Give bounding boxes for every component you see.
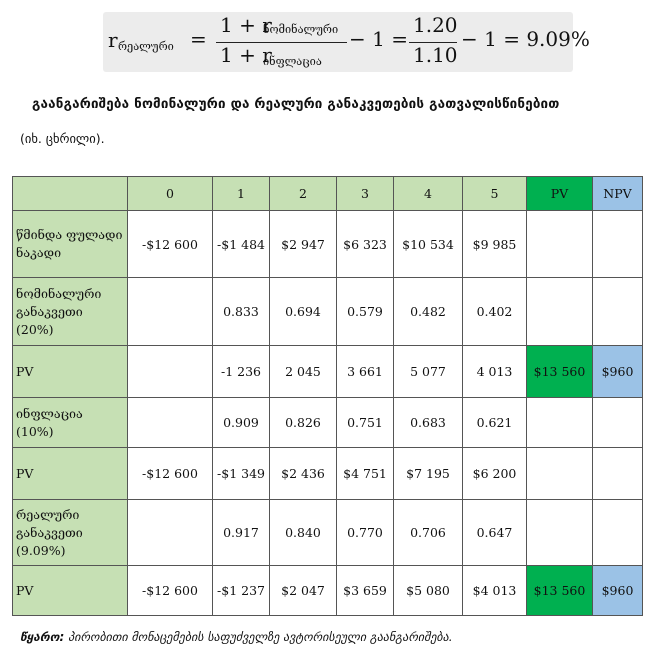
table-cell: $4 751: [337, 448, 394, 500]
table-cell: $6 200: [463, 448, 527, 500]
table-row-pv-real-inflation: [13, 448, 643, 500]
table-cell: [128, 278, 213, 346]
header-cell-year-1: 1: [213, 177, 270, 211]
table-row-net-cash-flow: [13, 211, 643, 278]
table-cell: 0.706: [394, 500, 463, 566]
formula-equals: =: [190, 27, 207, 51]
table-cell: $7 195: [394, 448, 463, 500]
table-cell: 0.909: [213, 398, 270, 448]
row-label: წმინდა ფულადი ნაკადი: [13, 211, 128, 278]
table-cell: $2 947: [270, 211, 337, 278]
table-cell: 0.694: [270, 278, 337, 346]
row-label: ნომინალური განაკვეთი (20%): [13, 278, 128, 346]
table-cell: 0.770: [337, 500, 394, 566]
table-cell: -$12 600: [128, 566, 213, 616]
table-reference: (იხ. ცხრილი).: [20, 131, 105, 146]
header-cell-npv: NPV: [593, 177, 643, 211]
formula-result: − 1 = 9.09%: [461, 27, 590, 51]
header-cell-pv: PV: [527, 177, 593, 211]
formula-denominator-sub: ინფლაცია: [263, 55, 322, 68]
formula-lhs-sub: რეალური: [118, 40, 174, 53]
table-cell: 0.579: [337, 278, 394, 346]
table-cell: -1 236: [213, 346, 270, 398]
table-cell: [128, 500, 213, 566]
formula-denominator-2: 1.10: [413, 43, 458, 67]
table-cell: [593, 398, 643, 448]
source-note: [20, 630, 453, 644]
table-cell: 5 077: [394, 346, 463, 398]
formula-lhs-r: r: [108, 28, 118, 52]
table-cell: [593, 500, 643, 566]
source-text: პირობითი მონაცემების საფუძველზე ავტორისეული გაანგარიშება.: [68, 630, 453, 644]
table-row-pv-nominal: [13, 346, 643, 398]
table-cell: -$12 600: [128, 211, 213, 278]
formula-minus-one: − 1 =: [349, 27, 408, 51]
table-cell: 0.917: [213, 500, 270, 566]
table-cell: [527, 398, 593, 448]
table-row-real-rate: [13, 500, 643, 566]
formula-box: [103, 12, 590, 72]
table-cell: 0.833: [213, 278, 270, 346]
table-cell: $4 013: [463, 566, 527, 616]
header-row: [13, 177, 643, 211]
table-cell: [527, 500, 593, 566]
header-cell-year-5: 5: [463, 177, 527, 211]
table-cell: [527, 448, 593, 500]
section-heading: გაანგარიშება ნომინალური და რეალური განაკვეთების გათვალისწინებით: [32, 97, 560, 112]
header-cell-corner: [13, 177, 128, 211]
row-label: რეალური განაკვეთი (9.09%): [13, 500, 128, 566]
table-cell: [128, 398, 213, 448]
header-cell-year-2: 2: [270, 177, 337, 211]
table-cell: 4 013: [463, 346, 527, 398]
header-cell-year-4: 4: [394, 177, 463, 211]
header-cell-year-3: 3: [337, 177, 394, 211]
table-cell: [128, 346, 213, 398]
formula-numerator-2: 1.20: [413, 13, 458, 37]
table-row-nominal-rate: [13, 278, 643, 346]
table-cell: $5 080: [394, 566, 463, 616]
table-cell: -$1 484: [213, 211, 270, 278]
table-cell: $9 985: [463, 211, 527, 278]
table-cell: 2 045: [270, 346, 337, 398]
npv-total-cell: $960: [593, 346, 643, 398]
table-cell: [593, 278, 643, 346]
table-cell: 3 661: [337, 346, 394, 398]
pv-total-cell: $13 560: [527, 566, 593, 616]
table-cell: 0.402: [463, 278, 527, 346]
table-cell: $10 534: [394, 211, 463, 278]
table-cell: $3 659: [337, 566, 394, 616]
npv-total-cell: $960: [593, 566, 643, 616]
table-row-inflation: [13, 398, 643, 448]
row-label: ინფლაცია (10%): [13, 398, 128, 448]
table-cell: $2 047: [270, 566, 337, 616]
formula-numerator: 1 + r: [220, 13, 272, 37]
table-cell: $2 436: [270, 448, 337, 500]
row-label: PV: [13, 566, 128, 616]
table-cell: 0.826: [270, 398, 337, 448]
table-cell: [527, 211, 593, 278]
formula-numerator-sub: ნომინალური: [263, 23, 339, 36]
table-cell: 0.482: [394, 278, 463, 346]
table-cell: 0.647: [463, 500, 527, 566]
table-cell: $6 323: [337, 211, 394, 278]
row-label: PV: [13, 346, 128, 398]
formula-denominator: 1 + r: [220, 43, 272, 67]
table-cell: [593, 448, 643, 500]
table-cell: 0.683: [394, 398, 463, 448]
pv-total-cell: $13 560: [527, 346, 593, 398]
header-cell-year-0: 0: [128, 177, 213, 211]
table-cell: [527, 278, 593, 346]
table-cell: 0.840: [270, 500, 337, 566]
table-cell: -$1 237: [213, 566, 270, 616]
table-cell: -$1 349: [213, 448, 270, 500]
npv-table: [12, 176, 643, 616]
table-cell: 0.621: [463, 398, 527, 448]
table-row-pv-real: [13, 566, 643, 616]
source-label: წყარო:: [20, 630, 65, 644]
table-cell: -$12 600: [128, 448, 213, 500]
table-cell: 0.751: [337, 398, 394, 448]
table-cell: [593, 211, 643, 278]
row-label: PV: [13, 448, 128, 500]
